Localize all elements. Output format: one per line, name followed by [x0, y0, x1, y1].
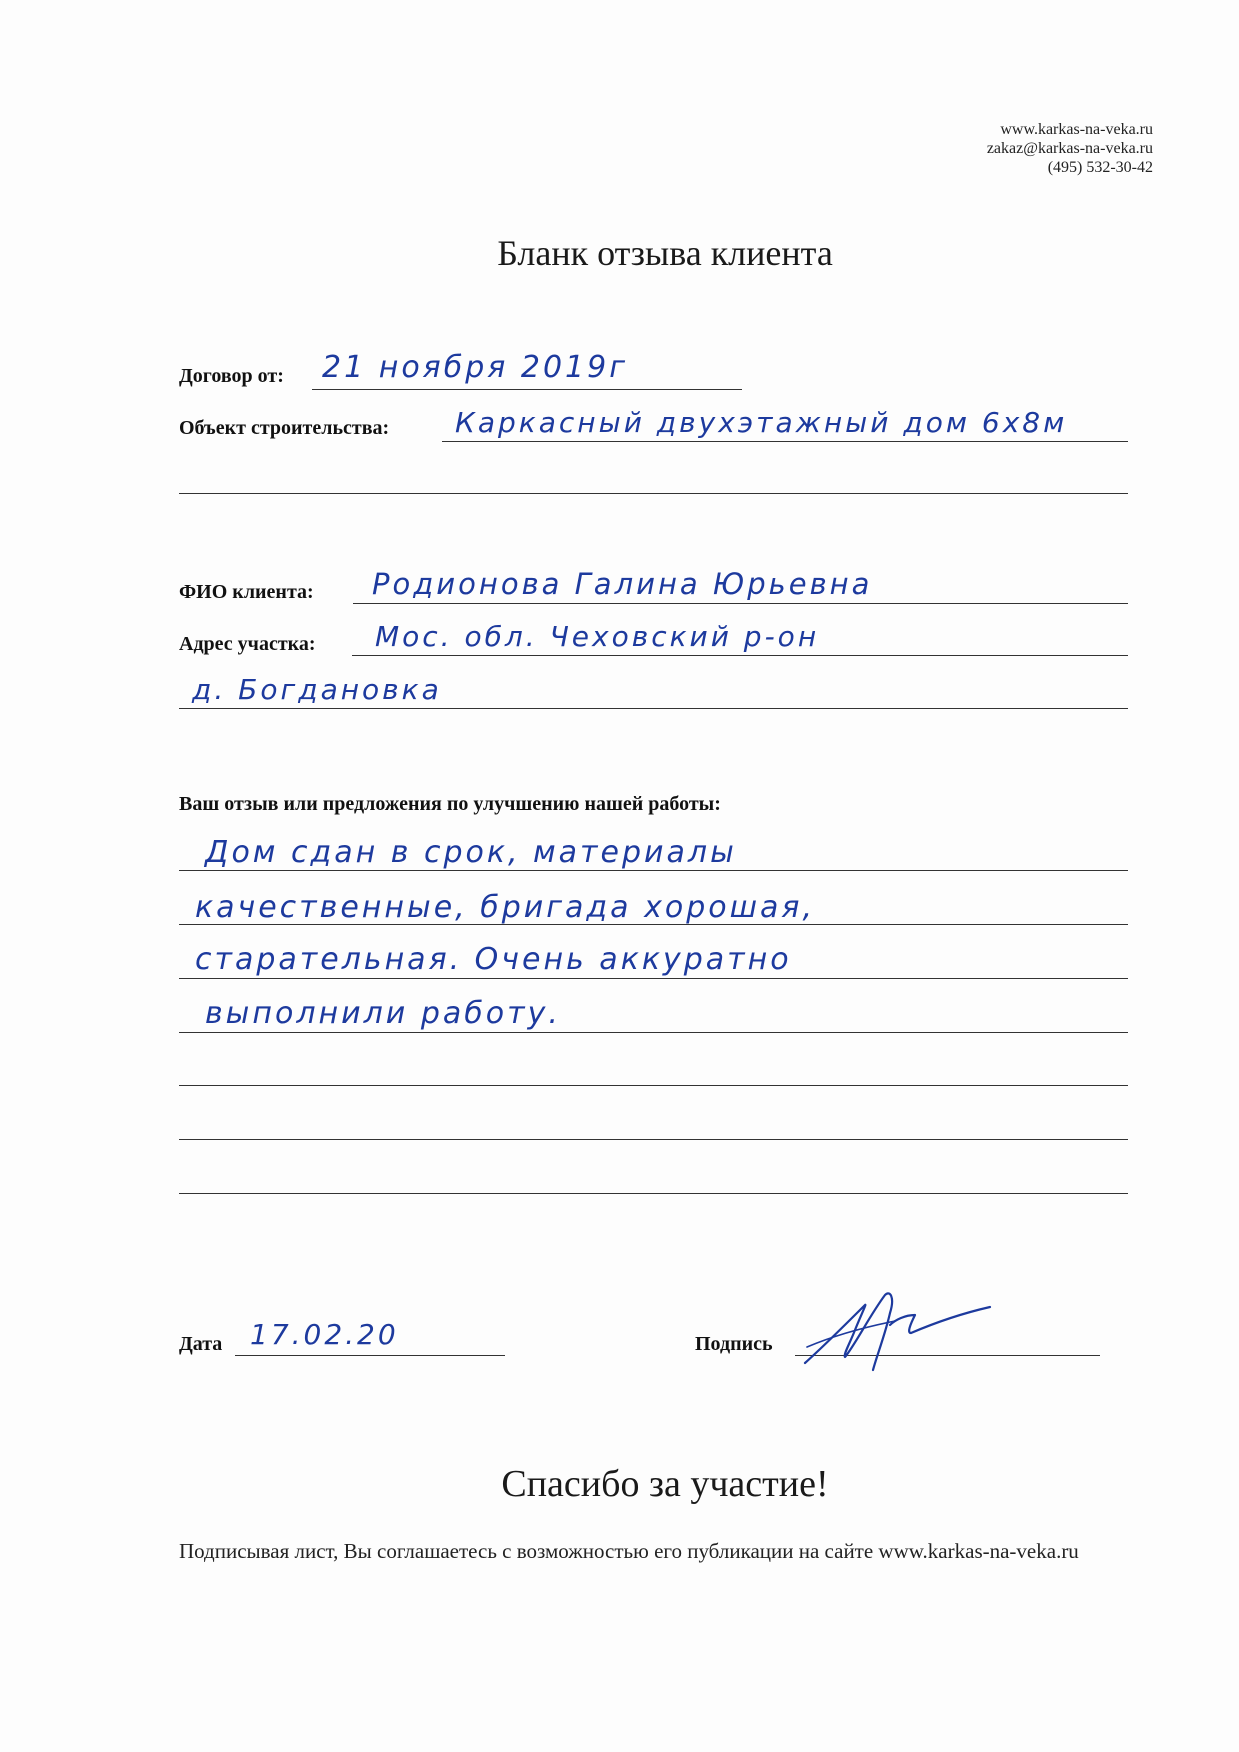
feedback-label: Ваш отзыв или предложения по улучшению нашей работы: — [179, 793, 721, 815]
feedback-line — [179, 1193, 1128, 1194]
feedback-line-text: старательная. Очень аккуратно — [195, 942, 792, 977]
signature-label: Подпись — [695, 1333, 773, 1355]
client-line — [353, 603, 1128, 604]
date-value: 17.02.20 — [250, 1318, 399, 1351]
feedback-line — [179, 924, 1128, 925]
object-line-2 — [179, 493, 1128, 494]
feedback-line — [179, 1032, 1128, 1033]
feedback-line-text: качественные, бригада хорошая, — [195, 890, 816, 925]
feedback-line-text: Дом сдан в срок, материалы — [205, 835, 737, 870]
contract-line — [312, 389, 742, 390]
publication-note: Подписывая лист, Вы соглашаетесь с возможностью его публикации на сайте www.karkas-na-veka.ru — [179, 1539, 1079, 1563]
form-title: Бланк отзыва клиента — [497, 233, 833, 273]
address-value-2: д. Богдановка — [192, 673, 442, 706]
contact-phone: (495) 532-30-42 — [1047, 159, 1153, 176]
contract-value: 21 ноября 2019г — [322, 350, 628, 385]
contract-label: Договор от: — [179, 365, 284, 387]
client-value: Родионова Галина Юрьевна — [372, 567, 873, 601]
feedback-line — [179, 1085, 1128, 1086]
company-contacts — [987, 120, 1153, 177]
contact-email: zakaz@karkas-na-veka.ru — [986, 140, 1153, 157]
address-line-2 — [179, 708, 1128, 709]
handwritten-signature — [795, 1285, 995, 1380]
date-label: Дата — [179, 1333, 223, 1355]
date-line — [235, 1355, 505, 1356]
address-value-1: Мос. обл. Чеховский р-он — [375, 620, 820, 653]
contact-website: www.karkas-na-veka.ru — [1000, 121, 1153, 138]
client-label: ФИО клиента: — [179, 581, 314, 603]
object-value: Каркасный двухэтажный дом 6х8м — [455, 406, 1068, 439]
object-line — [442, 441, 1128, 442]
address-line — [352, 655, 1128, 656]
object-label: Объект строительства: — [179, 417, 390, 439]
feedback-line — [179, 1139, 1128, 1140]
feedback-line — [179, 870, 1128, 871]
feedback-line — [179, 978, 1128, 979]
thanks-message: Спасибо за участие! — [501, 1463, 829, 1505]
address-label: Адрес участка: — [179, 633, 316, 655]
feedback-line-text: выполнили работу. — [205, 996, 561, 1031]
